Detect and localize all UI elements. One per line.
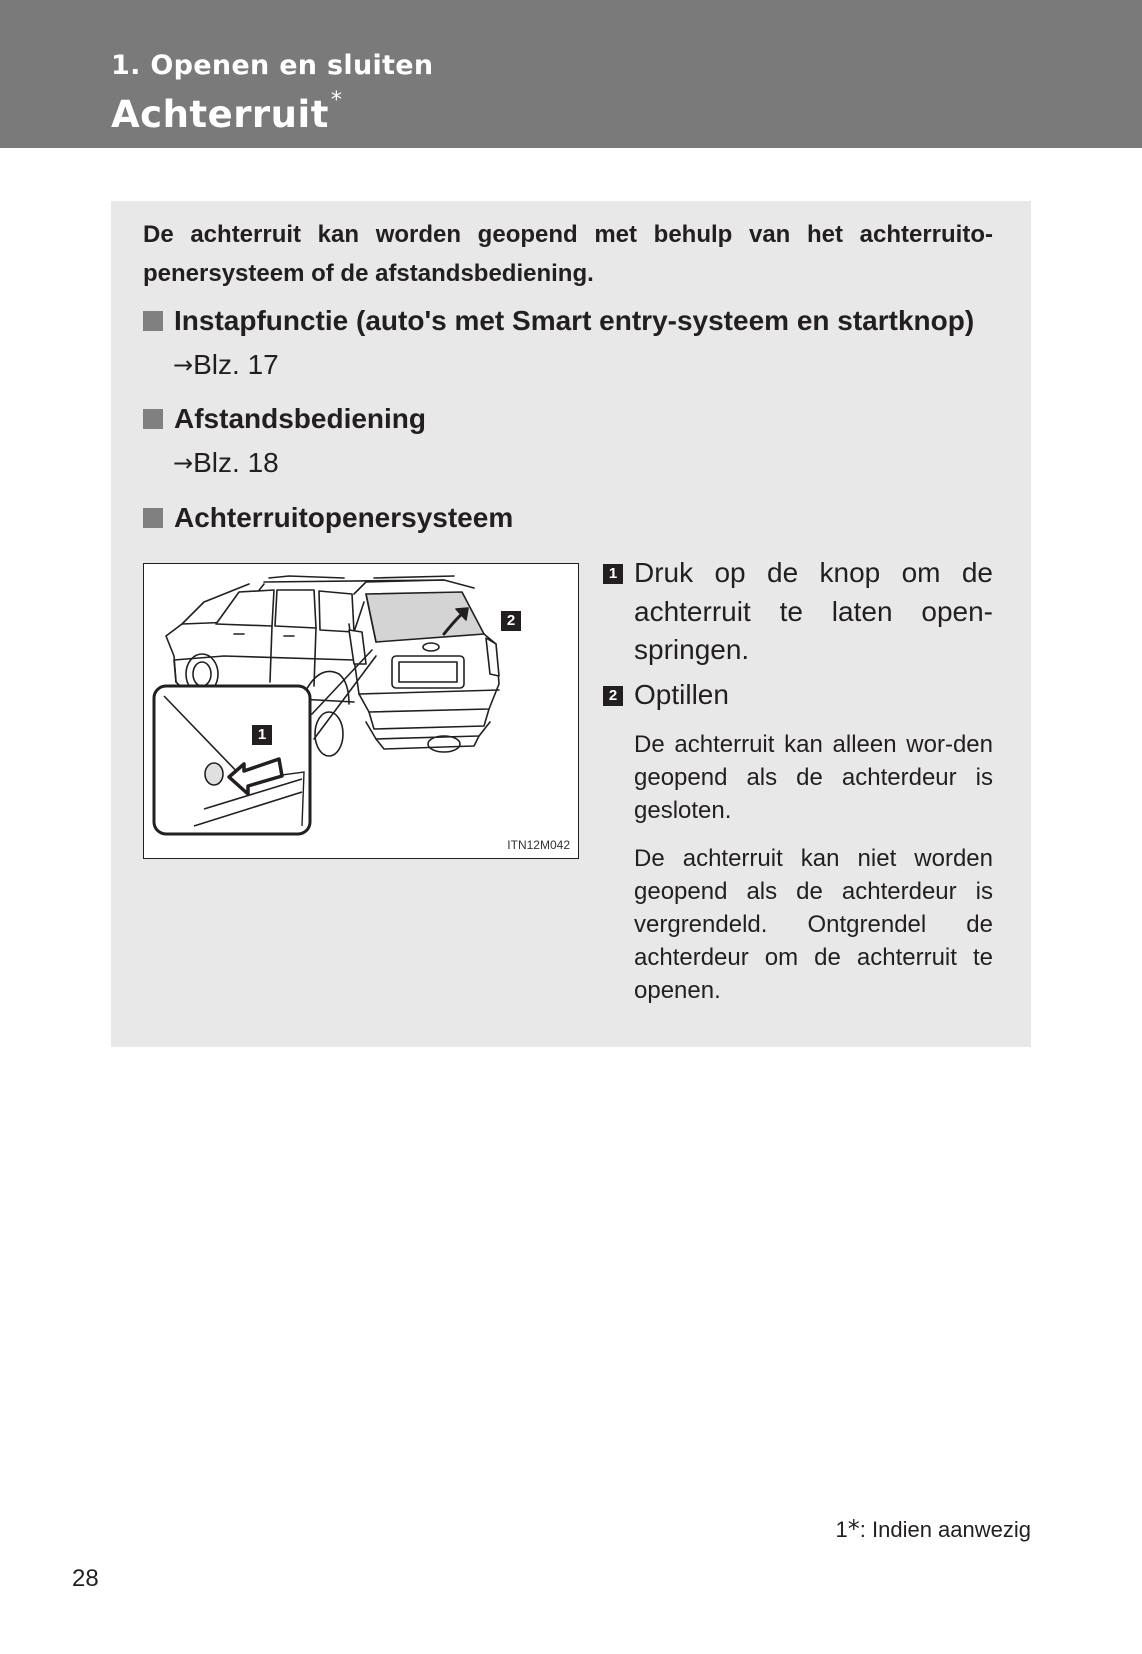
suv-rear-illustration — [144, 564, 579, 859]
footnote-asterisk: * — [847, 1515, 860, 1543]
illustration-rear-window-opener — [143, 563, 579, 859]
square-bullet-icon — [143, 409, 163, 429]
callout-1: 1 — [252, 725, 272, 745]
callout-2: 2 — [501, 611, 521, 631]
heading-text: Achterruitopenersysteem — [174, 502, 514, 533]
reference-text: Blz. 17 — [193, 349, 279, 380]
heading-instapfunctie — [143, 305, 974, 337]
title-asterisk: * — [330, 88, 343, 113]
note-paragraph: De achterruit kan alleen wor-den geopend als de achterdeur is gesloten. — [634, 731, 993, 824]
section-title: 1. Openen en sluiten — [111, 50, 434, 81]
intro-paragraph: De achterruit kan worden geopend met behulp van het achterruito-penersysteem of de afstandsbediening. — [143, 221, 993, 287]
page-title — [111, 88, 342, 136]
footnote-page: 1 — [835, 1517, 848, 1542]
heading-text: Afstandsbediening — [174, 403, 427, 434]
step-text: Optillen — [634, 679, 729, 710]
footnote — [836, 1515, 1031, 1543]
page-number: 28 — [72, 1565, 99, 1592]
title-text: Achterruit — [111, 93, 329, 136]
arrow-right-icon: → — [173, 449, 194, 477]
heading-afstandsbediening — [143, 403, 426, 435]
footnote-text: : Indien aanwezig — [859, 1517, 1031, 1542]
square-bullet-icon — [143, 311, 163, 331]
page-reference-18[interactable] — [173, 447, 279, 479]
heading-achterruitopenersysteem — [143, 502, 513, 534]
step-number-badge: 1 — [603, 564, 623, 584]
page-reference-17[interactable] — [173, 349, 279, 381]
square-bullet-icon — [143, 508, 163, 528]
step-number-badge: 2 — [603, 686, 623, 706]
arrow-right-icon: → — [173, 351, 194, 379]
page-header — [0, 0, 1142, 148]
step-text: Druk op de knop om de achterruit te laten open-springen. — [634, 557, 993, 665]
figure-code: ITN12M042 — [507, 838, 570, 852]
reference-text: Blz. 18 — [193, 447, 279, 478]
heading-text: Instapfunctie (auto's met Smart entry-systeem en startknop) — [174, 305, 975, 336]
note-paragraph: De achterruit kan niet worden geopend als de achterdeur is vergrendeld. Ontgrendel de achterdeur om de achterruit te openen. — [634, 845, 993, 1004]
